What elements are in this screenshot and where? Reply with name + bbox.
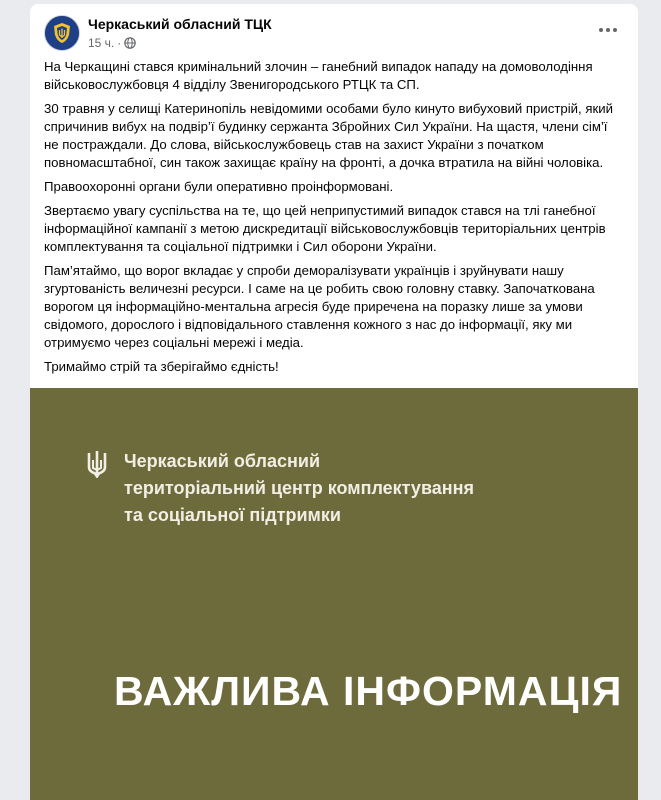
shield-emblem-icon xyxy=(45,16,79,50)
post-header xyxy=(30,4,638,60)
post-paragraph: Правоохоронні органи були оперативно проінформовані. xyxy=(44,179,394,194)
page-avatar[interactable] xyxy=(44,15,80,51)
page-name-link[interactable]: Черкаський обласний ТЦК xyxy=(88,16,272,32)
org-name-line: територіальний центр комплектування xyxy=(124,478,475,498)
meta-separator: · xyxy=(117,36,122,50)
trident-icon xyxy=(86,450,108,478)
post-timestamp[interactable]: 15 ч. xyxy=(88,36,115,50)
post-paragraph: Звертаємо увагу суспільства на те, що цей неприпустимий випадок стався на тлі ганебної інформаційної кампанії з метою дискредитації військовослужбовців територіальних центрів комплектування та соціальної підтримки і Сил оборони України. xyxy=(44,203,606,254)
post-paragraph: Тримаймо стрій та зберігаймо єдність! xyxy=(44,359,279,374)
post-paragraph: Пам’ятаймо, що ворог вкладає у спроби деморалізувати українців і зруйнувати нашу згуртованість величезні ресурси. І саме на це робить свою головну ставку. Започаткована ворогом ця інформаційно-ментальна агресія буде приречена на поразку лише за умови свідомого, дорослого і відповідального ставлення кожного з нас до інформації, яку ми отримуємо через соціальні мережі і медіа. xyxy=(44,263,595,350)
post-image[interactable] xyxy=(30,388,638,800)
post-card xyxy=(30,4,638,800)
post-paragraph: На Черкащині стався кримінальний злочин – ганебний випадок нападу на домоволодіння військовослужбовця 4 відділу Звенигородського РТЦК та СП. xyxy=(44,59,593,92)
post-meta xyxy=(88,36,136,50)
org-name-line: та соціальної підтримки xyxy=(124,505,341,525)
more-horizontal-icon xyxy=(599,28,603,32)
org-name-line: Черкаський обласний xyxy=(124,451,321,471)
globe-icon xyxy=(124,37,136,49)
org-name xyxy=(124,448,604,529)
more-dot xyxy=(606,28,610,32)
post-paragraph: 30 травня у селищі Катеринопіль невідомими особами було кинуто вибуховий пристрій, який спричинив вибух на подвір’ї будинку сержанта Збройних Сил України. На щастя, члени сім’ї не постраждали. До слова, військослужбовець став на захист України з початком повномасштабної, син також захищає країну на фронті, а дочка втратила на війні чоловіка. xyxy=(44,101,613,170)
banner-title: ВАЖЛИВА ІНФОРМАЦІЯ xyxy=(114,668,623,714)
post-body xyxy=(44,58,624,382)
more-dot xyxy=(613,28,617,32)
more-options-button[interactable] xyxy=(596,20,620,40)
